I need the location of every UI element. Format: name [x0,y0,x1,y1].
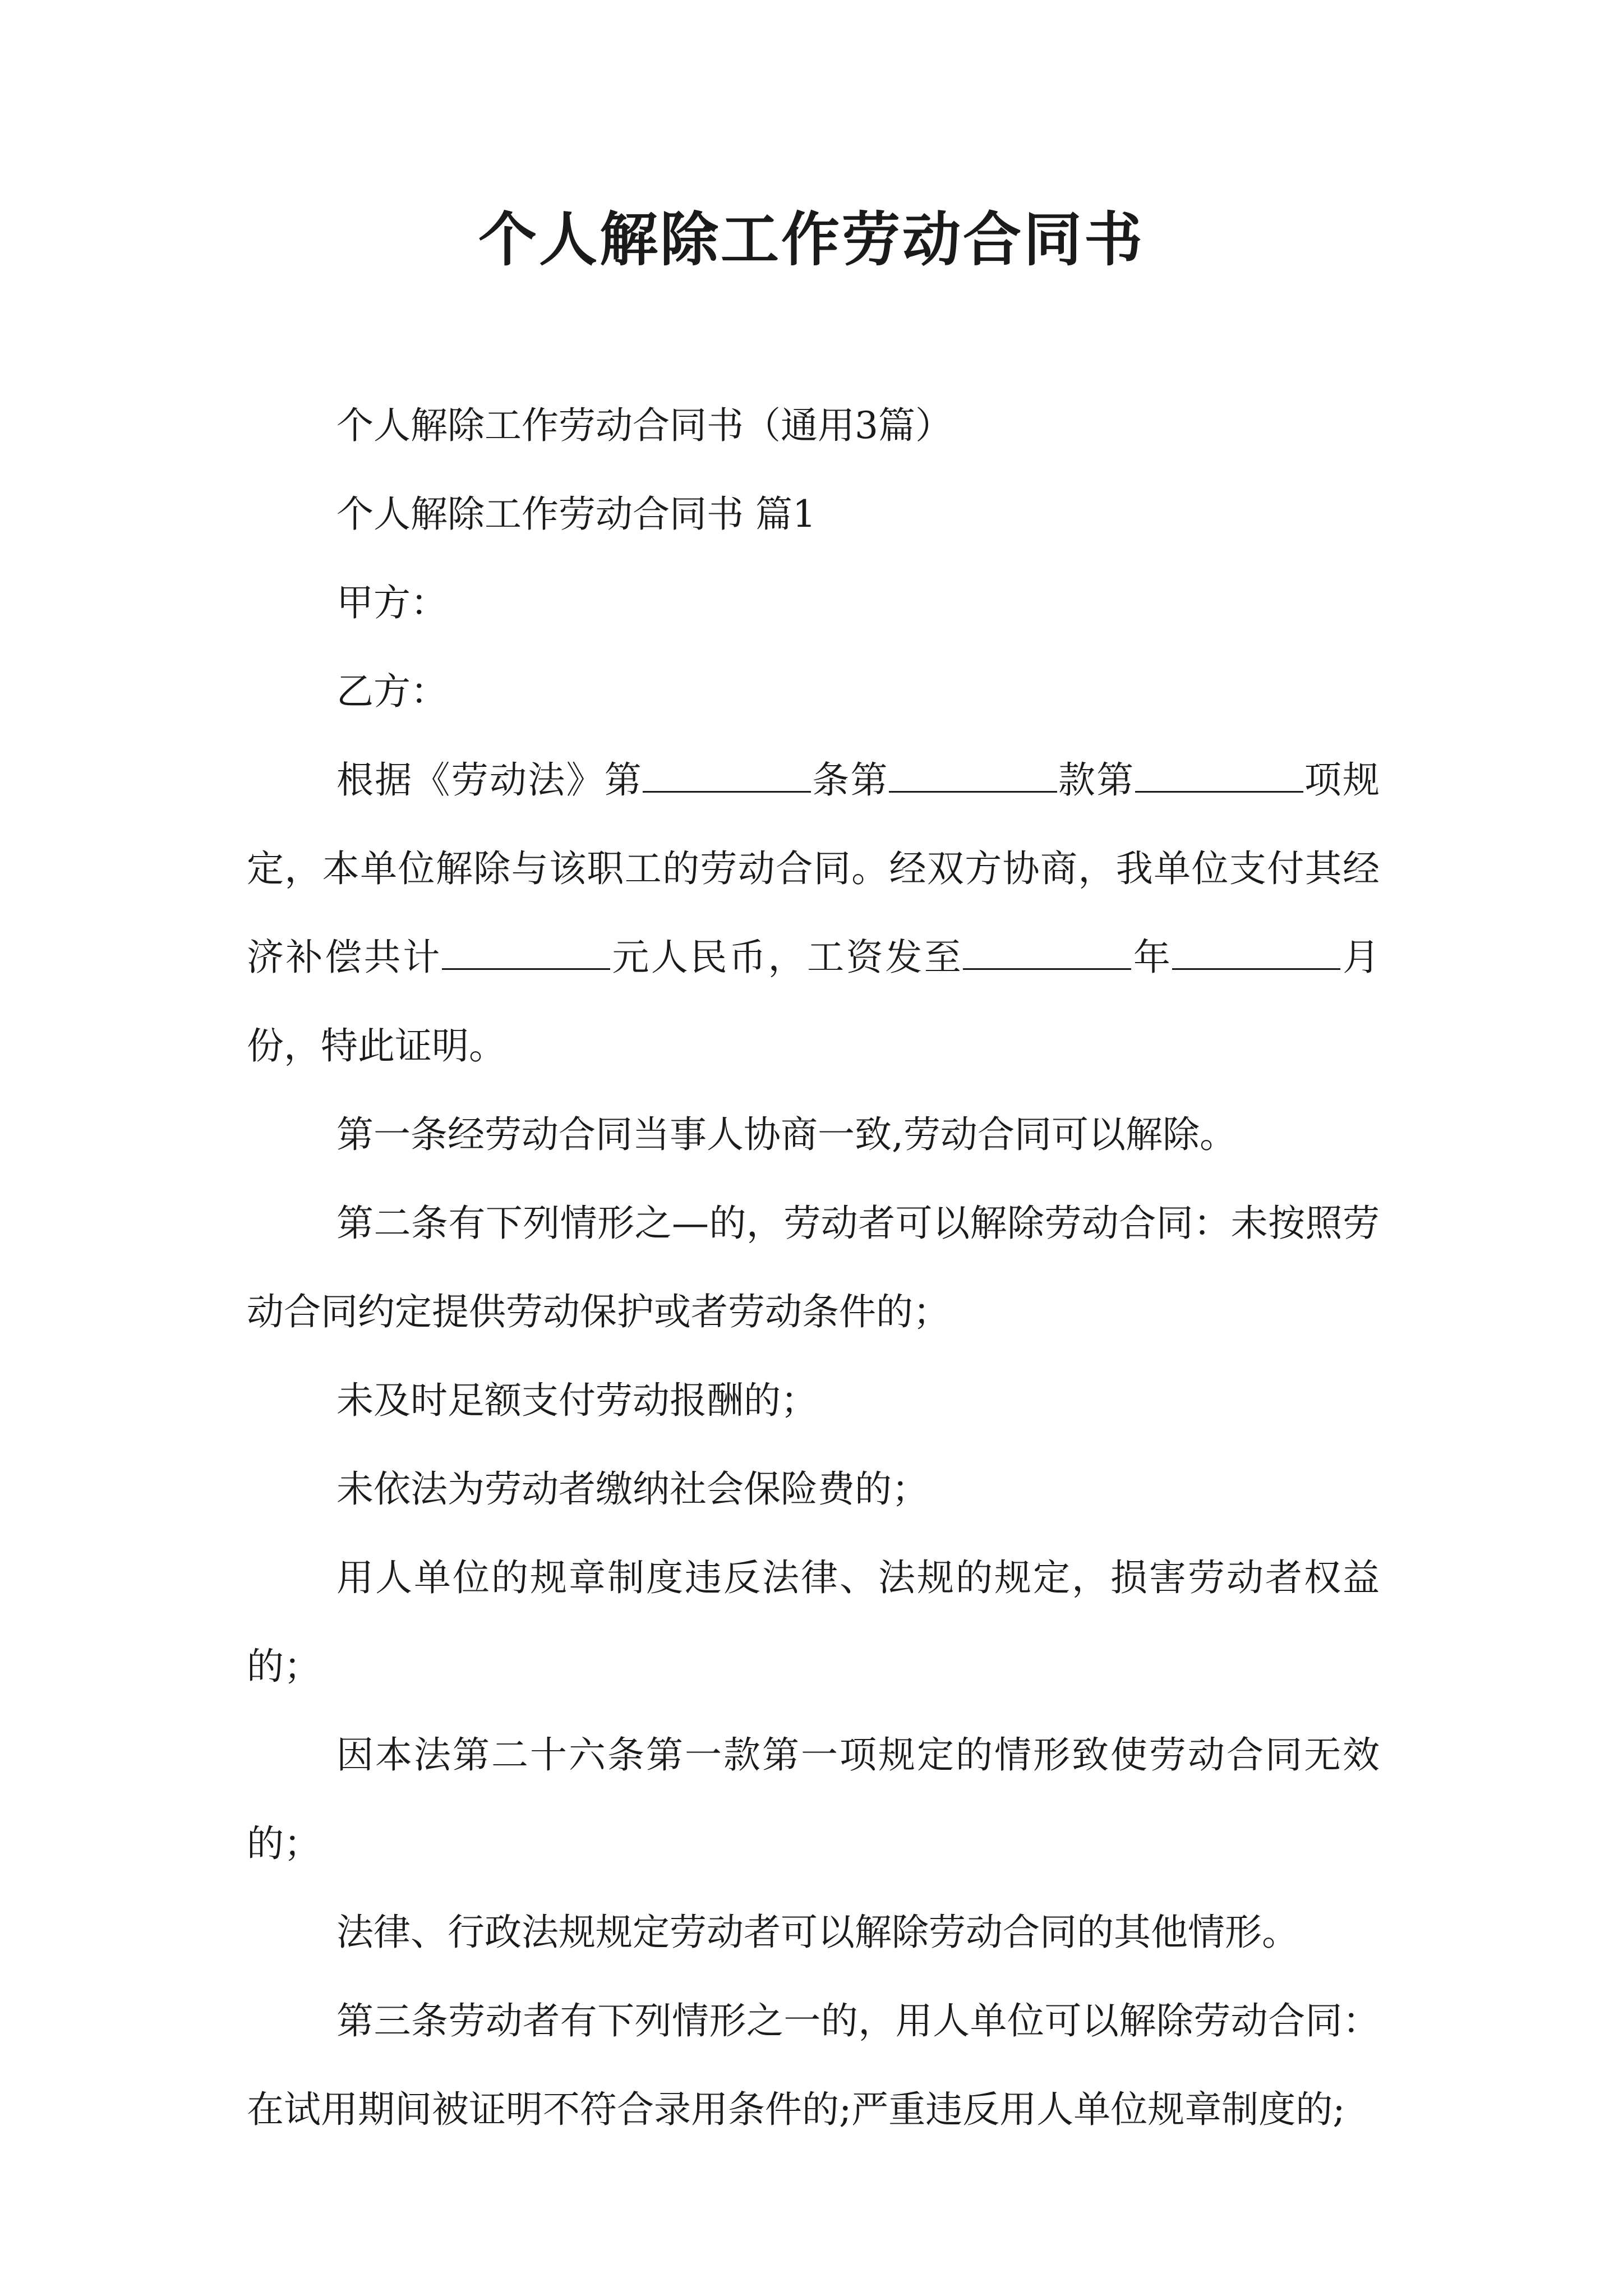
paragraph-unpaid-wages: 未及时足额支付劳动报酬的； [336,1379,818,1422]
paragraph-article-2: 第二条有下列情形之—的，劳动者可以解除劳动合同：未按照劳动合同约定提供劳动保护或者劳动条件的； [247,1202,1380,1333]
blank-article-number [643,790,811,793]
blank-year [963,968,1131,970]
clause-intro-text-7: 月份，特此证明。 [247,936,1380,1068]
clause-intro-paragraph [247,736,1380,1091]
blank-section-number [889,790,1057,793]
paragraph-invalid-contract: 因本法第二十六条第一款第一项规定的情形致使劳动合同无效的； [247,1733,1380,1865]
document-subtitle: 个人解除工作劳动合同书（通用3篇） [336,404,952,447]
section-heading: 个人解除工作劳动合同书 篇1 [336,493,816,536]
clause-intro-text-3: 款第 [1057,758,1135,802]
clause-intro-text-6: 年 [1131,936,1173,979]
clause-intro-text-4: 项规定，本单位解除与该职工的劳动合同。经双方协商，我单位支付其经济补偿共计 [247,758,1380,979]
party-a-label: 甲方： [336,581,448,624]
paragraph-social-insurance: 未依法为劳动者缴纳社会保险费的； [336,1467,929,1511]
clause-intro-text-2: 条第 [811,758,889,802]
blank-month [1172,968,1340,970]
clause-intro-text-1: 根据《劳动法》第 [336,758,643,802]
document-body [247,381,1380,2154]
paragraph-article-3: 第三条劳动者有下列情形之一的，用人单位可以解除劳动合同：在试用期间被证明不符合录用条件的;严重违反用人单位规章制度的; [247,1999,1380,2131]
paragraph-article-1: 第一条经劳动合同当事人协商一致,劳动合同可以解除。 [336,1113,1237,1156]
blank-item-number [1135,790,1303,793]
party-b-label: 乙方： [336,670,448,713]
blank-compensation-amount [442,968,610,970]
clause-intro-text-5: 元人民币，工资发至 [610,936,963,979]
paragraph-other-circumstances: 法律、行政法规规定劳动者可以解除劳动合同的其他情形。 [336,1911,1299,1954]
paragraph-illegal-rules: 用人单位的规章制度违反法律、法规的规定，损害劳动者权益的； [247,1556,1380,1688]
document-title: 个人解除工作劳动合同书 [478,205,1145,274]
